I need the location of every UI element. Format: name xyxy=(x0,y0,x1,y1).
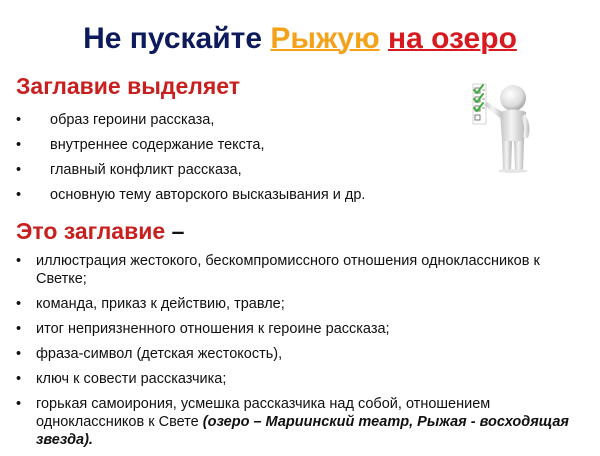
section2-heading-dash: – xyxy=(171,218,185,244)
list-item xyxy=(16,295,586,313)
list-item-text: горькая самоирония, усмешка рассказчика над собой, отношением одноклассников к Свете xyxy=(36,396,491,430)
list-item xyxy=(16,395,586,449)
slide-title xyxy=(0,22,600,56)
list-item-text: команда, приказ к действию, травле; xyxy=(36,296,285,312)
section1-list xyxy=(16,108,456,208)
list-item xyxy=(16,345,586,363)
title-highlight-na-ozero: на озеро xyxy=(387,22,517,55)
bullet: • xyxy=(16,296,22,312)
title-part-1: Не пускайте xyxy=(83,22,263,55)
list-item xyxy=(16,108,456,133)
list-item-text: главный конфликт рассказа, xyxy=(50,162,242,178)
list-item-text: образ героини рассказа, xyxy=(50,112,215,128)
bullet: • xyxy=(16,137,22,153)
bullet: • xyxy=(16,396,22,412)
list-item xyxy=(16,252,586,288)
section1-heading xyxy=(16,73,240,100)
checklist-icon xyxy=(473,84,486,124)
title-highlight-ryzhuyu: Рыжую xyxy=(270,22,380,55)
bullet: • xyxy=(16,371,22,387)
section1-heading-text: Заглавие выделяет xyxy=(16,73,241,99)
list-item-text: иллюстрация жестокого, бескомпромиссного отношения одноклассников к Светке; xyxy=(36,253,540,287)
bullet: • xyxy=(16,253,22,269)
list-item-text: фраза-символ (детская жестокость), xyxy=(36,346,283,362)
list-item xyxy=(16,158,456,183)
list-item xyxy=(16,183,456,208)
list-item xyxy=(16,370,586,388)
list-item xyxy=(16,320,586,338)
list-item-text: ключ к совести рассказчика; xyxy=(36,371,227,387)
list-item-text: основную тему авторского высказывания и др. xyxy=(50,187,366,203)
emphasis-text: (озеро – Мариинский театр, Рыжая - восходящая звезда). xyxy=(36,414,569,448)
section2-heading xyxy=(16,218,184,245)
bullet: • xyxy=(16,321,22,337)
person-with-checklist-icon xyxy=(464,78,544,174)
section2-list xyxy=(16,252,586,456)
bullet: • xyxy=(16,187,22,203)
bullet: • xyxy=(16,346,22,362)
bullet: • xyxy=(16,112,22,128)
bullet: • xyxy=(16,162,22,178)
list-item-text: внутреннее содержание текста, xyxy=(50,137,265,153)
list-item-text: итог неприязненного отношения к героине рассказа; xyxy=(36,321,390,337)
section2-heading-text: Это заглавие xyxy=(16,218,166,244)
list-item xyxy=(16,133,456,158)
